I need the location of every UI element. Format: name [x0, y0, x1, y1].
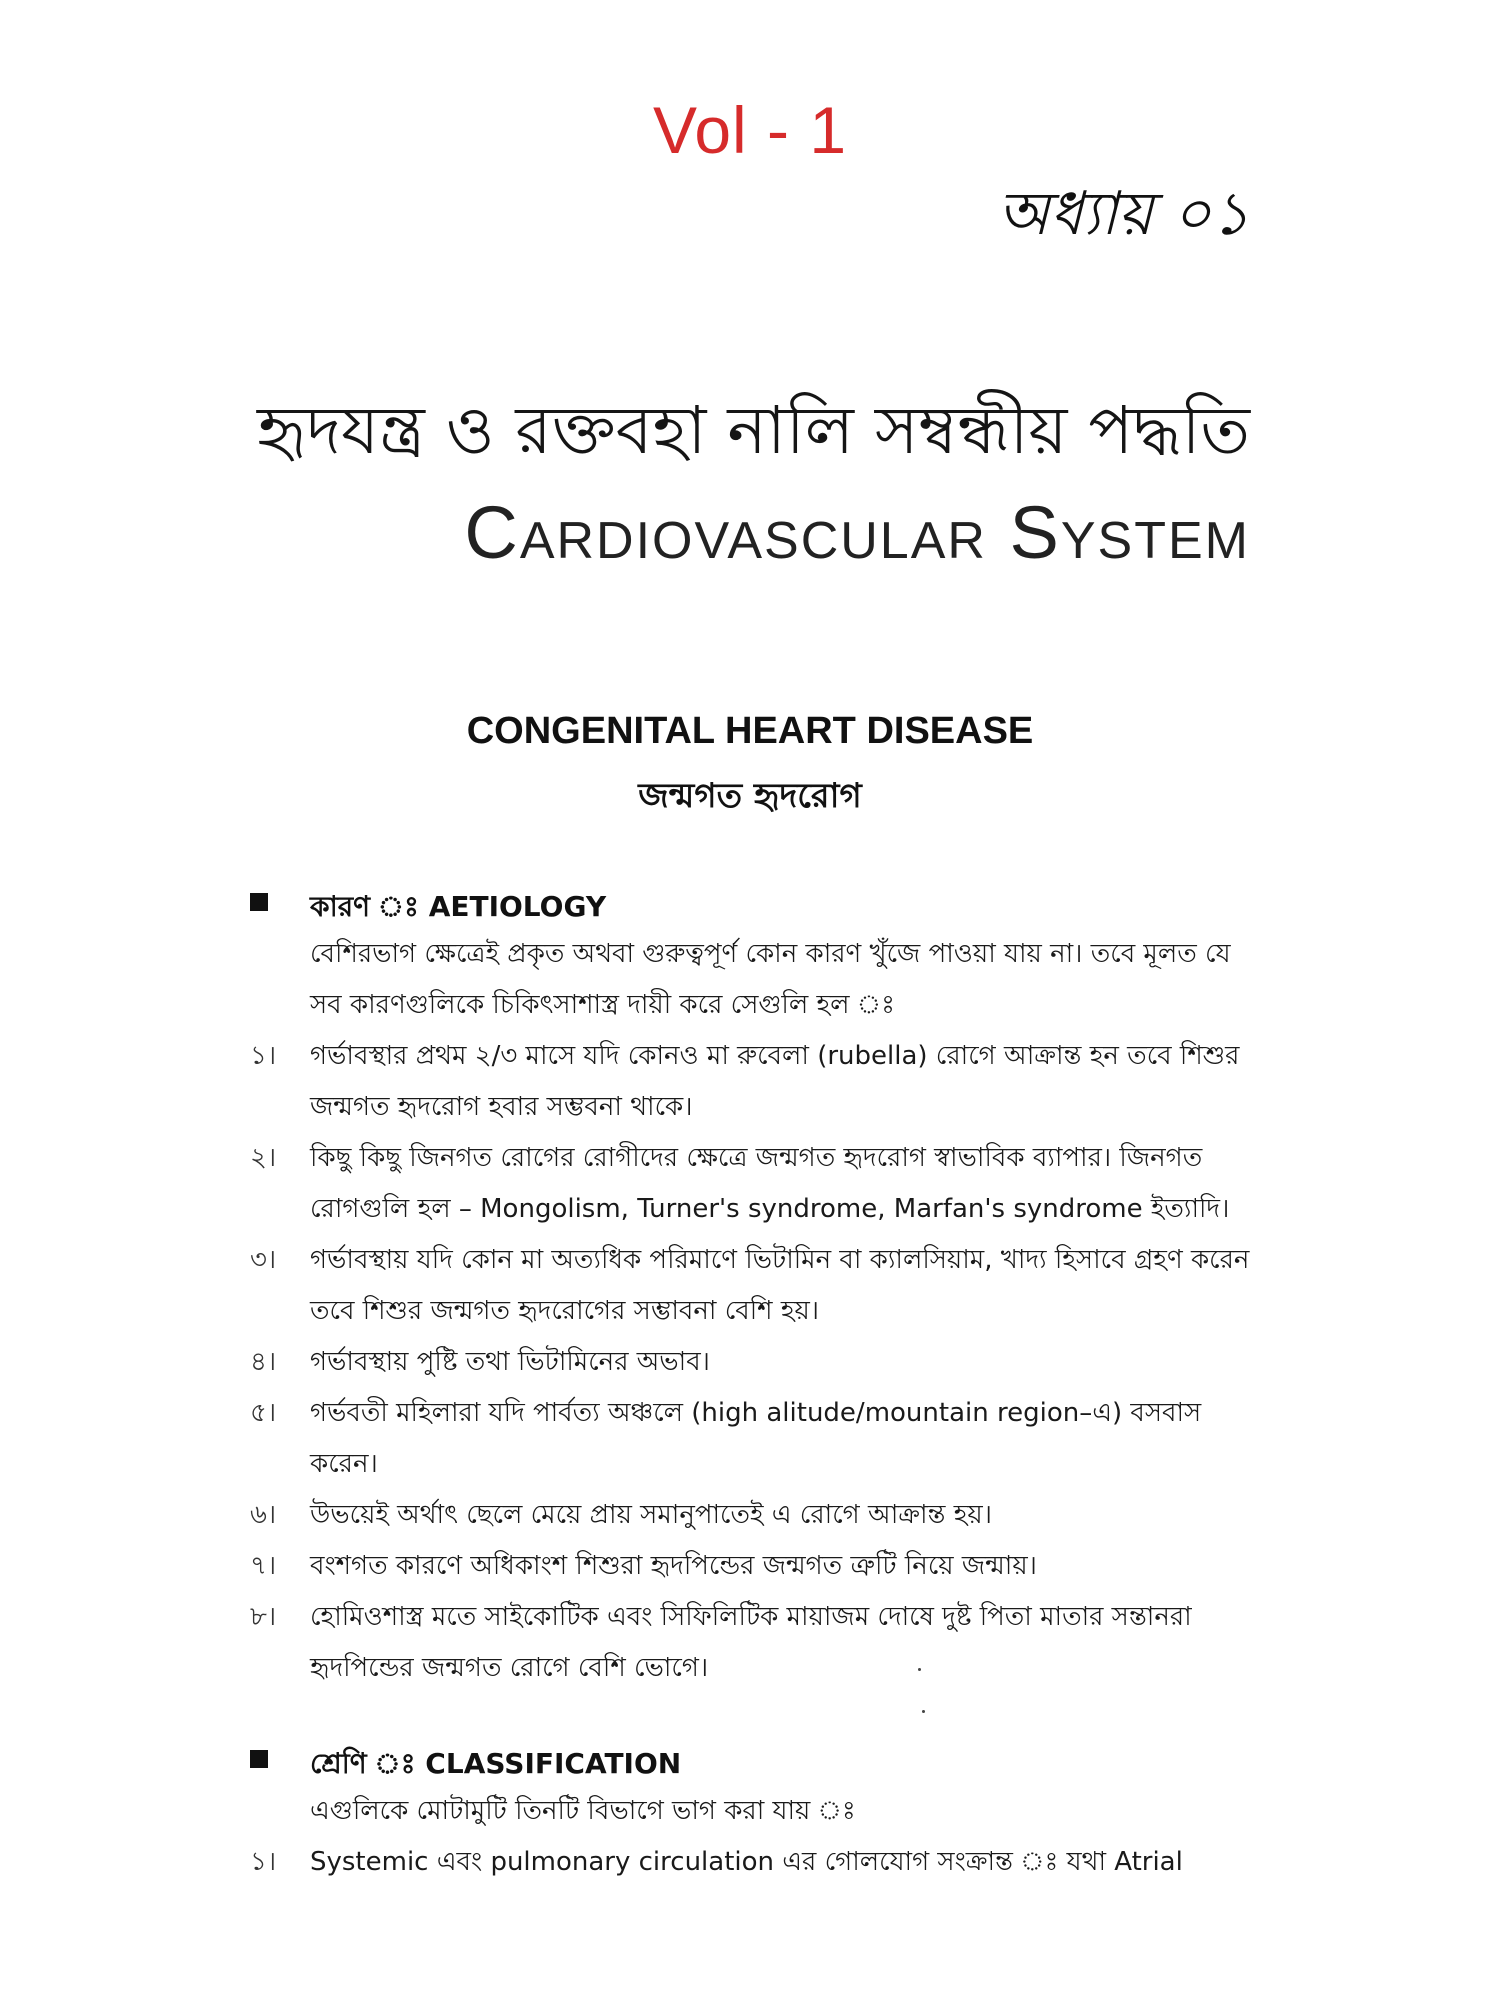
section-heading: CONGENITAL HEART DISEASE [466, 710, 1034, 752]
list-item [250, 1837, 1250, 1888]
list-item [250, 1490, 1250, 1541]
chapter-title-bengali: হৃদযন্ত্র ও রক্তবহা নালি সম্বন্ধীয় পদ্ধতি [256, 392, 1250, 469]
classification-section [250, 1742, 1250, 1888]
classification-heading [250, 1742, 1250, 1786]
list-item [250, 1592, 1250, 1694]
list-item-number: ৫। [250, 1398, 277, 1428]
volume-label: Vol - 1 [652, 93, 848, 167]
list-item [250, 1337, 1250, 1388]
list-item-text: বংশগত কারণে অধিকাংশ শিশুরা হৃদপিন্ডের জন্মগত ত্রুটি নিয়ে জন্মায়। [310, 1551, 1037, 1581]
section-subheading: জন্মগত হৃদরোগ [638, 776, 862, 816]
list-item-number: ৩। [250, 1245, 277, 1275]
list-item-number: ৪। [250, 1347, 277, 1377]
list-item [250, 1133, 1250, 1235]
chapter-title-english: Cardiovascular System [464, 491, 1250, 574]
list-item [250, 1388, 1250, 1490]
scan-speck [918, 1668, 921, 1671]
list-item-text: গর্ভাবস্থার প্রথম ২/৩ মাসে যদি কোনও মা রুবেলা (rubella) রোগে আক্রান্ত হন তবে শিশুর জন্মগত হৃদরোগ হবার সম্ভবনা থাকে। [310, 1041, 1240, 1122]
aetiology-intro: বেশিরভাগ ক্ষেত্রেই প্রকৃত অথবা গুরুত্বপূর্ণ কোন কারণ খুঁজে পাওয়া যায় না। তবে মূলত যে সব কারণগুলিকে চিকিৎসাশাস্ত্র দায়ী করে সেগুলি হল ঃ [310, 939, 1231, 1020]
list-item-text: কিছু কিছু জিনগত রোগের রোগীদের ক্ষেত্রে জন্মগত হৃদরোগ স্বাভাবিক ব্যাপার। জিনগত রোগগুলি হল – Mongolism, Turner's syndrome, Marfan's syndrome ইত্যাদি। [310, 1143, 1230, 1224]
list-item-text: উভয়েই অর্থাৎ ছেলে মেয়ে প্রায় সমানুপাতেই এ রোগে আক্রান্ত হয়। [310, 1500, 993, 1530]
list-item-number: ৭। [250, 1551, 277, 1581]
list-item-number: ১। [250, 1847, 277, 1877]
aetiology-section [250, 885, 1250, 1694]
classification-heading-text: শ্রেণি ঃ CLASSIFICATION [310, 1747, 682, 1780]
aetiology-heading-text: কারণ ঃ AETIOLOGY [310, 890, 607, 923]
list-item [250, 1541, 1250, 1592]
list-item-text: হোমিওশাস্ত্র মতে সাইকোটিক এবং সিফিলিটিক মায়াজম দোষে দুষ্ট পিতা মাতার সন্তানরা হৃদপিন্ডের জন্মগত রোগে বেশি ভোগে। [310, 1602, 1192, 1683]
list-item-number: ৮। [250, 1602, 277, 1632]
square-bullet-icon [250, 893, 268, 911]
classification-intro: এগুলিকে মোটামুটি তিনটি বিভাগে ভাগ করা যায় ঃ [310, 1796, 856, 1826]
list-item-number: ২। [250, 1143, 277, 1173]
list-item-number: ১। [250, 1041, 277, 1071]
aetiology-heading [250, 885, 1250, 929]
list-item-text: গর্ভবতী মহিলারা যদি পার্বত্য অঞ্চলে (high alitude/mountain region–এ) বসবাস করেন। [310, 1398, 1202, 1479]
list-item [250, 1235, 1250, 1337]
list-item-number: ৬। [250, 1500, 277, 1530]
scan-speck [922, 1710, 925, 1713]
list-item-text: গর্ভাবস্থায় পুষ্টি তথা ভিটামিনের অভাব। [310, 1347, 710, 1377]
chapter-label: অধ্যায় ০১ [997, 179, 1250, 249]
square-bullet-icon [250, 1750, 268, 1768]
list-item-text: গর্ভাবস্থায় যদি কোন মা অত্যধিক পরিমাণে ভিটামিন বা ক্যালসিয়াম, খাদ্য হিসাবে গ্রহণ করেন তবে শিশুর জন্মগত হৃদরোগের সম্ভাবনা বেশি হয়। [310, 1245, 1250, 1326]
list-item [250, 1031, 1250, 1133]
list-item-text: Systemic এবং pulmonary circulation এর গোলযোগ সংক্রান্ত ঃ যথা Atrial [310, 1847, 1183, 1877]
